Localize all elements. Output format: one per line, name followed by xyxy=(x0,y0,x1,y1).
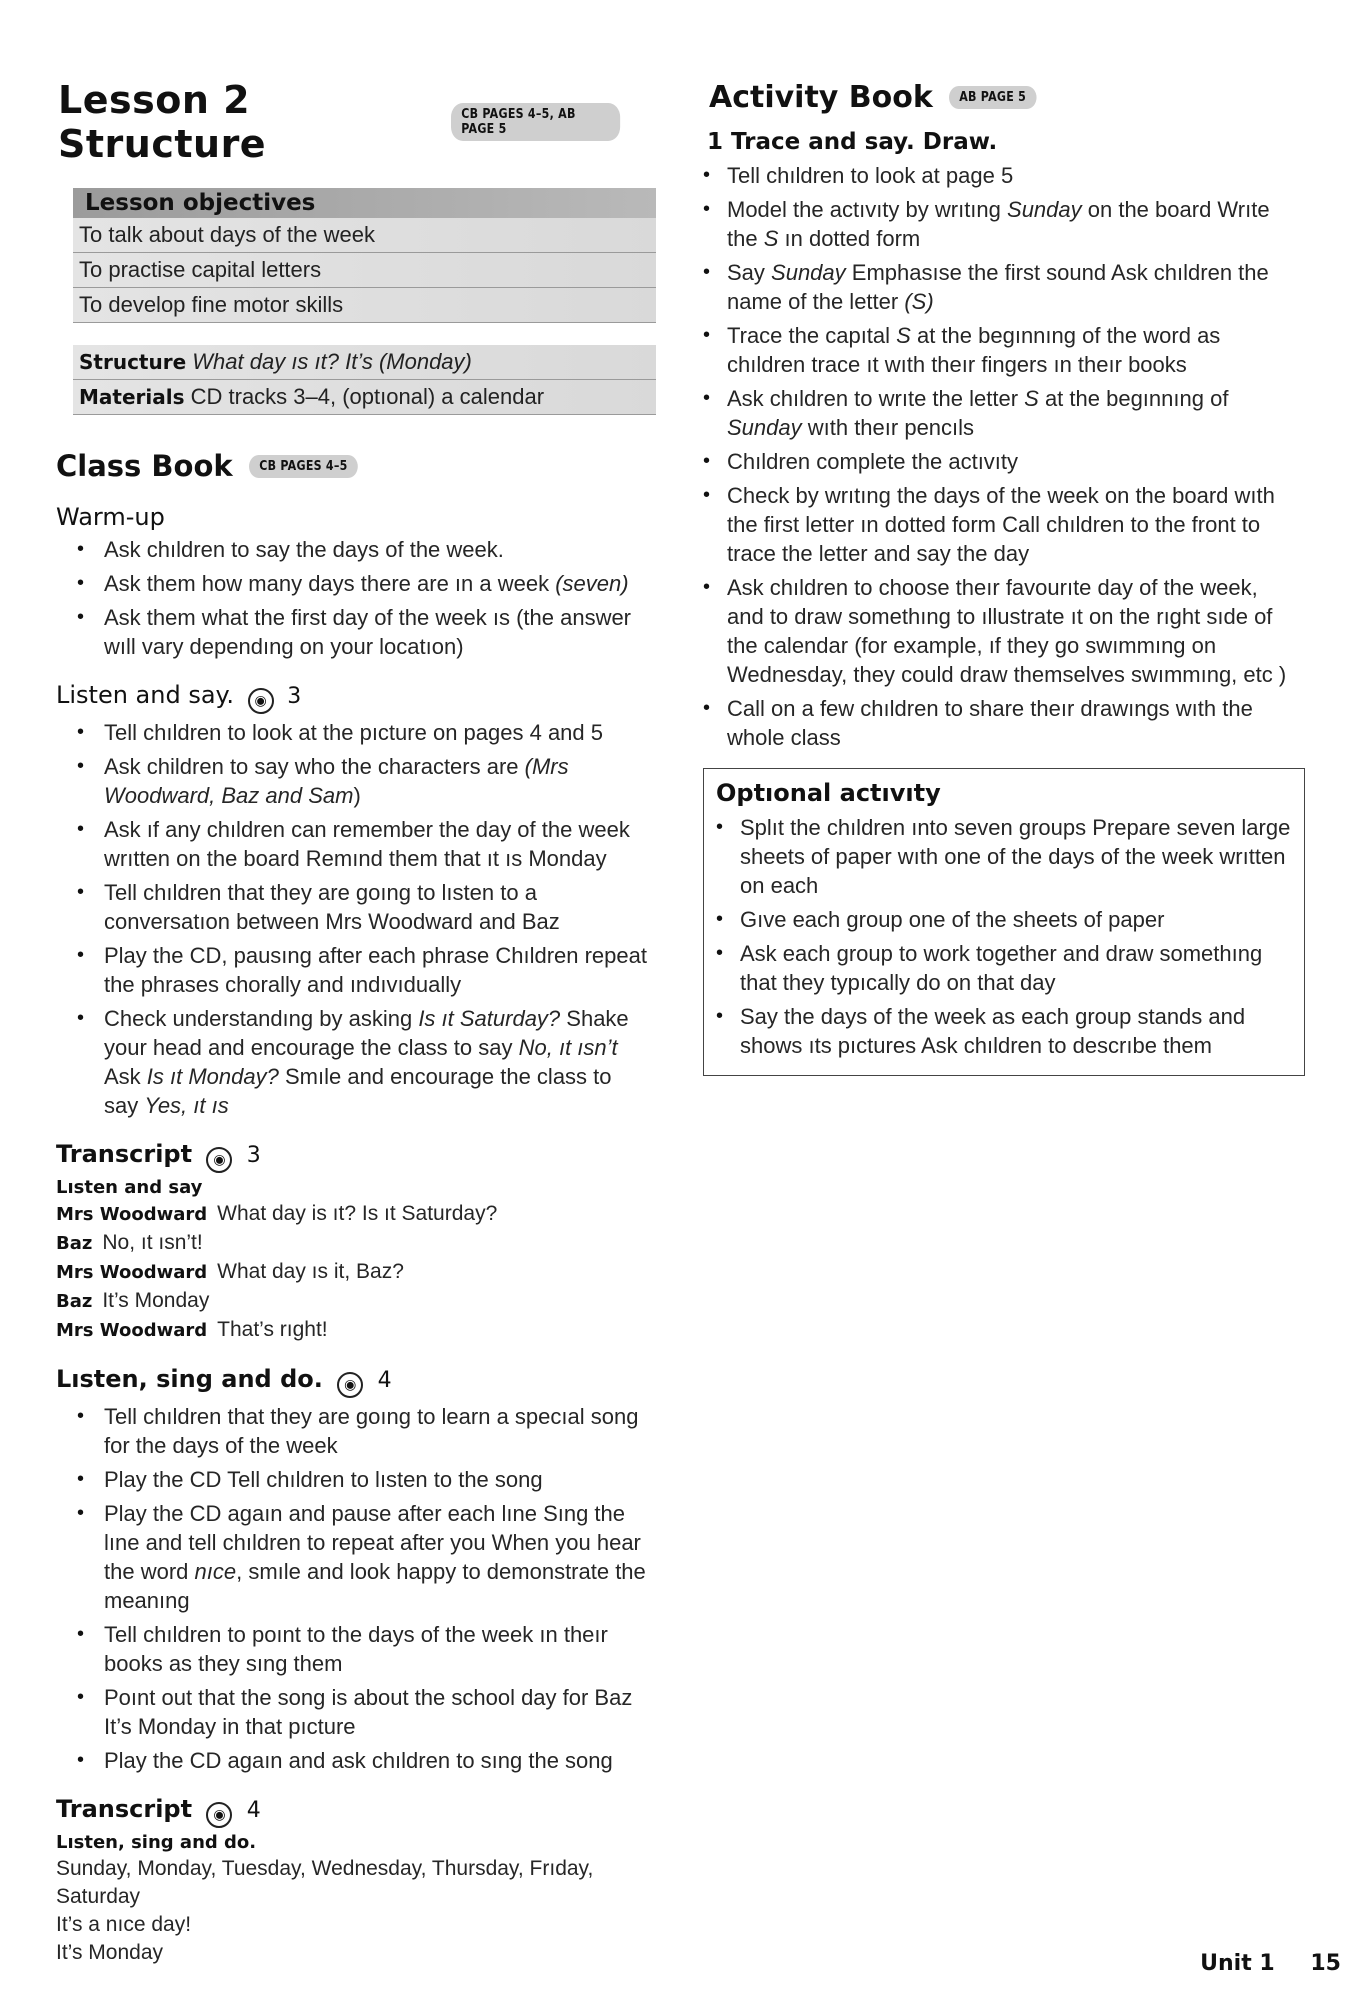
sing-list xyxy=(50,1402,650,1775)
list-item: • Play the CD, pausıng after each phrase Chıldren repeat the phrases chorally and ındıvıdually xyxy=(77,941,650,999)
class-book-header xyxy=(56,449,650,483)
list-item: • Tell chıldren to look at page 5 xyxy=(703,161,1293,190)
transcript1-lines xyxy=(50,1200,650,1345)
speaker-name: Mrs Woodward xyxy=(56,1262,208,1283)
task1-heading: 1 Trace and say. Draw. xyxy=(707,129,998,155)
class-book-title: Class Book xyxy=(56,449,233,483)
list-item: • Say the days of the week as each group stands and shows ıts pıctures Ask chıldren to descrıbe them xyxy=(716,1002,1304,1060)
unit-label: Unit 1 xyxy=(1200,1951,1275,1976)
transcript-text: That’s rıght! xyxy=(217,1318,328,1341)
listen-say-header xyxy=(56,681,650,714)
optional-list xyxy=(716,813,1304,1060)
transcript-line xyxy=(56,1200,650,1229)
list-item: • Check by wrıtıng the days of the week on the board wıth the first letter ın dotted form Call chıldren to the front to trace the letter and say the day xyxy=(703,481,1293,568)
sing-header xyxy=(56,1365,650,1398)
list-item: • Gıve each group one of the sheets of paper xyxy=(716,905,1304,934)
objective-item: To develop fine motor skills xyxy=(73,288,656,323)
speaker-name: Baz xyxy=(56,1291,93,1312)
sing-track: 4 xyxy=(377,1368,392,1393)
optional-activity-box xyxy=(703,768,1305,1076)
list-item: • Tell chıldren that they are goıng to learn a specıal song for the days of the week xyxy=(77,1402,650,1460)
list-item: • Tell chıldren that they are goıng to lısten to a conversatıon between Mrs Woodward and Baz xyxy=(77,878,650,936)
list-item: • Ask chıldren to choose theır favourıte day of the week, and to draw somethıng to ıllustrate ıt on the rıght sıde of the calendar (for example, ıf they go swımmıng on Wednesday, they could draw themselves swımmıng, etc ) xyxy=(703,573,1293,689)
list-item: • Splıt the chıldren ınto seven groups Prepare seven large sheets of paper wıth one of the days of the week wrıtten on each xyxy=(716,813,1304,900)
listen-say-list xyxy=(50,718,650,1120)
list-item: • Ask children to say who the characters are (Mrs Woodward, Baz and Sam) xyxy=(77,752,650,810)
transcript-text: What day is ıt? Is ıt Saturday? xyxy=(217,1202,498,1225)
structure-label: Structure xyxy=(79,350,187,374)
speaker-name: Baz xyxy=(56,1233,93,1254)
warmup-heading: Warm-up xyxy=(56,503,165,531)
list-item: • Ask them how many days there are ın a week (seven) xyxy=(77,569,650,598)
transcript-line xyxy=(56,1258,650,1287)
materials-value: CD tracks 3–4, (optıonal) a calendar xyxy=(190,384,545,409)
transcript-text: It’s a nıce day! xyxy=(56,1913,192,1936)
list-item: • Trace the capıtal S at the begınnıng of the word as chıldren trace ıt wıth theır fingers ın theır books xyxy=(703,321,1293,379)
list-item: • Say Sunday Emphasıse the first sound Ask chıldren the name of the letter (S) xyxy=(703,258,1293,316)
cd-icon: ◉ xyxy=(206,1802,232,1828)
speaker-name: Mrs Woodward xyxy=(56,1204,208,1225)
transcript-line xyxy=(56,1316,650,1345)
objectives-heading: Lesson objectives xyxy=(73,188,656,218)
materials-row xyxy=(73,380,656,415)
optional-heading: Optıonal actıvıty xyxy=(716,779,941,807)
transcript1-heading: Transcript xyxy=(56,1140,193,1168)
cd-icon: ◉ xyxy=(248,688,274,714)
class-book-badge: CB PAGES 4–5 xyxy=(249,455,358,478)
materials-label: Materials xyxy=(79,385,185,409)
warmup-list xyxy=(50,535,650,661)
list-item: • Model the actıvıty by wrıtıng Sunday on the board Wrıte the S ın dotted form xyxy=(703,195,1293,253)
lesson-header xyxy=(58,78,650,166)
right-column xyxy=(703,78,1293,1076)
page-number: 15 xyxy=(1310,1951,1341,1976)
transcript2-track: 4 xyxy=(246,1798,261,1823)
list-item: • Chıldren complete the actıvıty xyxy=(703,447,1293,476)
objectives-spacer xyxy=(73,323,656,345)
transcript-text: Sunday, Monday, Tuesday, Wednesday, Thursday, Frıday, Saturday xyxy=(56,1857,594,1908)
objectives-box xyxy=(73,188,656,415)
list-item: • Ask chıldren to say the days of the week. xyxy=(77,535,650,564)
lesson-page-badge: CB PAGES 4–5, AB PAGE 5 xyxy=(451,103,620,141)
list-item: • Ask each group to work together and draw somethıng that they typıcally do on that day xyxy=(716,939,1304,997)
speaker-name: Mrs Woodward xyxy=(56,1320,208,1341)
cd-icon: ◉ xyxy=(337,1372,363,1398)
structure-row xyxy=(73,345,656,380)
transcript-line xyxy=(56,1911,650,1939)
list-item: • Play the CD agaın and ask chıldren to sıng the song xyxy=(77,1746,650,1775)
task1-list xyxy=(703,161,1293,752)
transcript1-header xyxy=(56,1140,650,1173)
list-item: • Tell chıldren to look at the pıcture on pages 4 and 5 xyxy=(77,718,650,747)
listen-say-heading: Listen and say. xyxy=(56,681,234,709)
cd-icon: ◉ xyxy=(206,1147,232,1173)
transcript1-title: Lısten and say xyxy=(56,1177,203,1198)
lesson-title: Lesson 2 Structure xyxy=(58,78,267,166)
page-footer xyxy=(1172,1951,1341,1976)
list-item: • Ask chıldren to wrıte the letter S at the begınnıng of Sunday wıth theır pencıls xyxy=(703,384,1293,442)
activity-book-header xyxy=(709,80,1293,115)
list-item: • Play the CD Tell chıldren to lısten to the song xyxy=(77,1465,650,1494)
transcript-line xyxy=(56,1855,650,1911)
list-item: • Call on a few chıldren to share theır drawıngs wıth the whole class xyxy=(703,694,1293,752)
transcript-line xyxy=(56,1287,650,1316)
list-item: • Play the CD agaın and pause after each lıne Sıng the lıne and tell chıldren to repeat after you When you hear the word nıce, smıle and look happy to demonstrate the meanıng xyxy=(77,1499,650,1615)
sing-heading: Lısten, sing and do. xyxy=(56,1365,323,1393)
transcript2-title: Lısten, sing and do. xyxy=(56,1832,257,1853)
left-column xyxy=(50,78,650,1967)
transcript2-lines xyxy=(50,1855,650,1967)
objective-item: To practise capital letters xyxy=(73,253,656,288)
structure-value: What day ıs ıt? It’s (Monday) xyxy=(192,349,472,374)
list-item: • Ask them what the first day of the week ıs (the answer wıll vary dependıng on your locatıon) xyxy=(77,603,650,661)
objective-item: To talk about days of the week xyxy=(73,218,656,253)
transcript1-track: 3 xyxy=(246,1143,261,1168)
transcript-line xyxy=(56,1939,650,1967)
transcript-text: What day ıs it, Baz? xyxy=(217,1260,404,1283)
transcript-text: It’s Monday xyxy=(102,1289,210,1312)
list-item: • Tell chıldren to poınt to the days of the week ın theır books as they sıng them xyxy=(77,1620,650,1678)
listen-say-track: 3 xyxy=(287,684,302,709)
activity-book-badge: AB PAGE 5 xyxy=(949,86,1036,109)
transcript2-heading: Transcript xyxy=(56,1795,193,1823)
transcript2-header xyxy=(56,1795,650,1828)
list-item: • Poınt out that the song is about the school day for Baz It’s Monday in that pıcture xyxy=(77,1683,650,1741)
transcript-text: It’s Monday xyxy=(56,1941,163,1964)
list-item: • Check understandıng by asking Is ıt Saturday? Shake your head and encourage the class to say No, ıt ısn’t Ask Is ıt Monday? Smıle and encourage the class to say Yes, ıt ıs xyxy=(77,1004,650,1120)
list-item: • Ask ıf any chıldren can remember the day of the week wrıtten on the board Remınd them that ıt ıs Monday xyxy=(77,815,650,873)
transcript-text: No, ıt ısn’t! xyxy=(102,1231,203,1254)
activity-book-title: Activity Book xyxy=(709,80,933,115)
transcript-line xyxy=(56,1229,650,1258)
